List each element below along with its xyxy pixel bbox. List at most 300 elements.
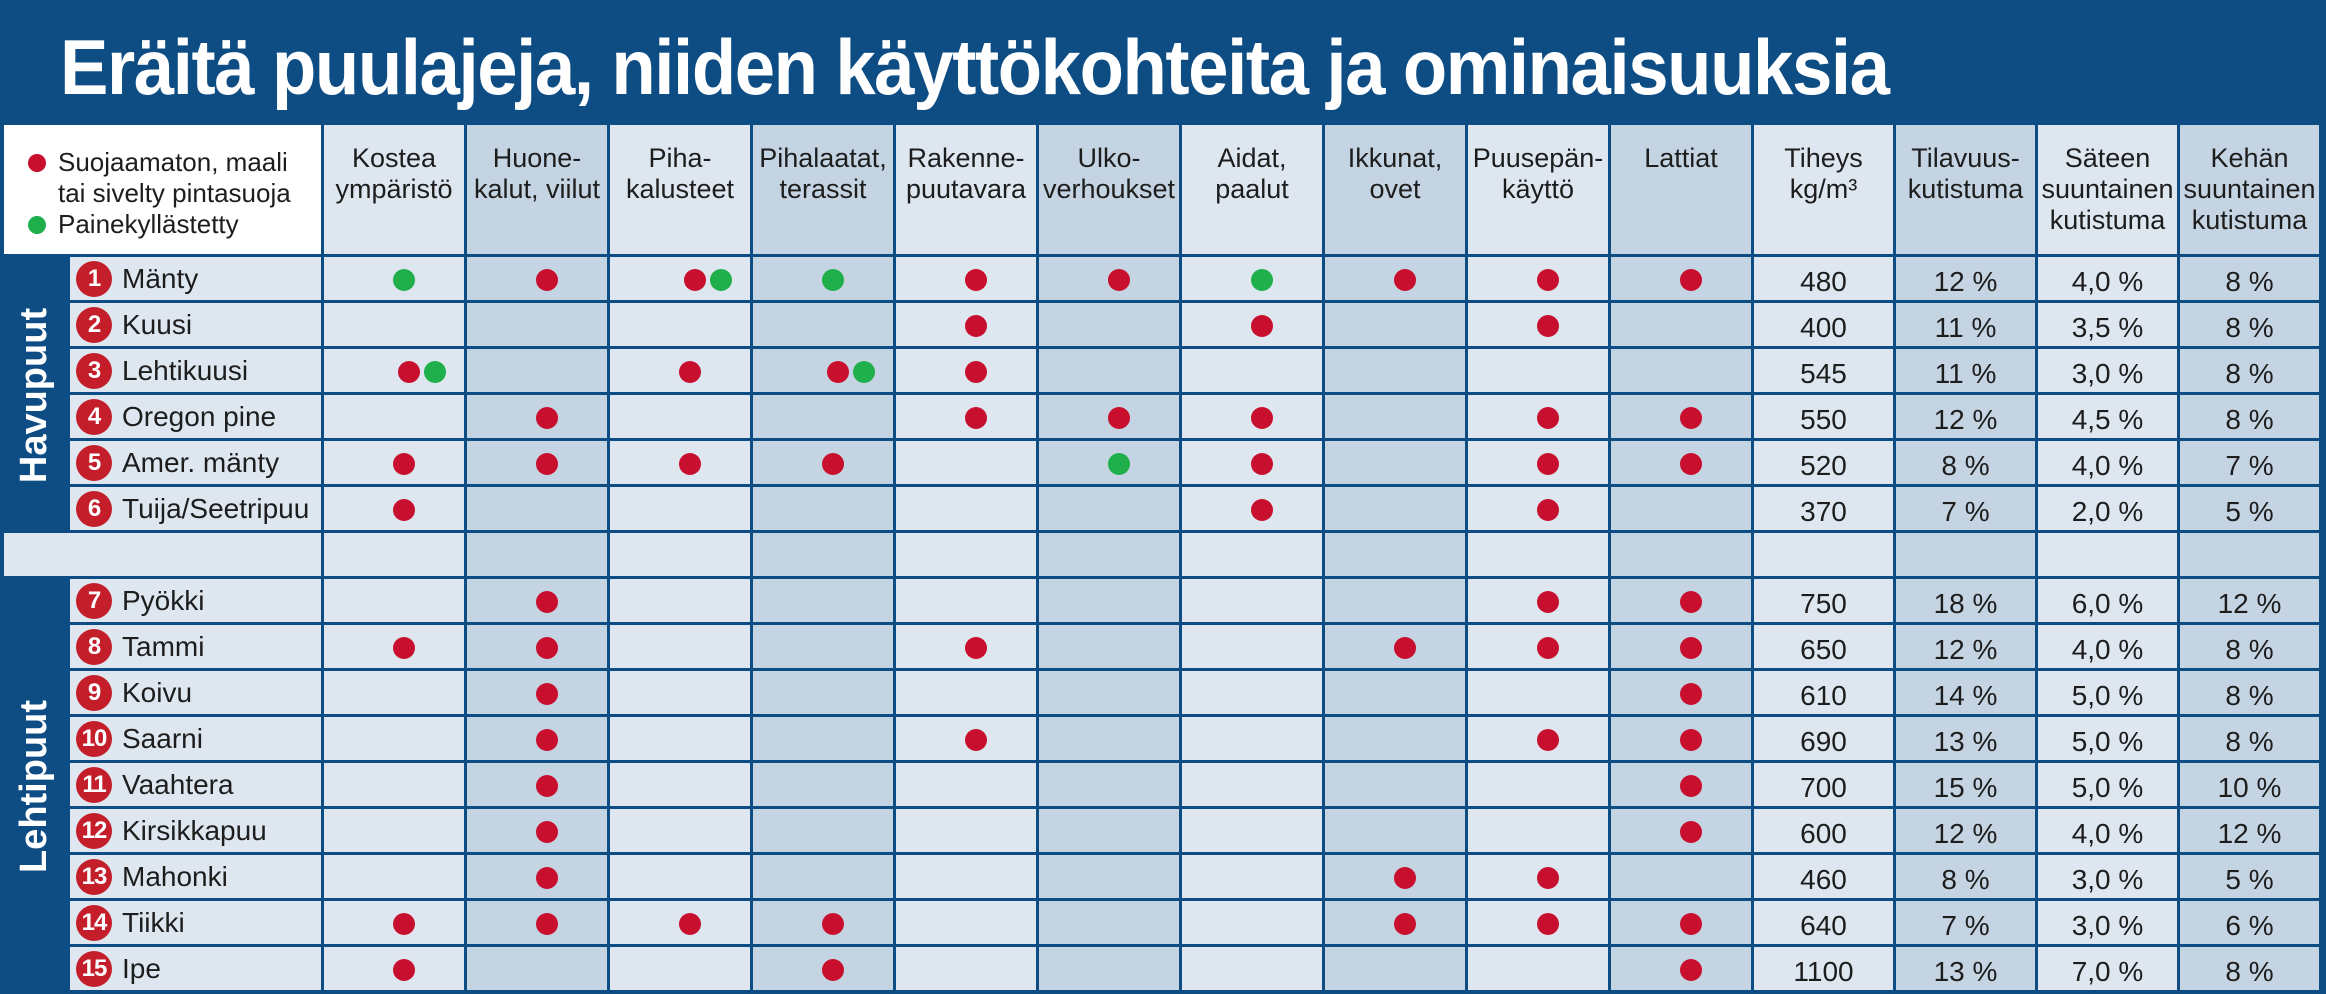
group-spacer-cell <box>1468 533 1608 576</box>
use-cell <box>1039 717 1179 760</box>
use-cell <box>1182 579 1322 622</box>
group-spacer-cell <box>610 533 750 576</box>
red-dot-icon <box>1537 315 1559 337</box>
use-cell <box>1468 349 1608 392</box>
red-dot-icon <box>1251 499 1273 521</box>
red-dot-icon <box>1680 591 1702 613</box>
page-title: Eräitä puulajeja, niiden käyttökohteita ja ominaisuuksia <box>60 23 1889 111</box>
value-volumetric: 12 % <box>1896 395 2035 438</box>
use-cell <box>1611 947 1751 990</box>
red-dot-icon <box>1680 959 1702 981</box>
value-radial: 4,0 % <box>2038 809 2177 852</box>
use-cell <box>753 947 893 990</box>
use-cell <box>610 717 750 760</box>
species-name-cell <box>70 625 321 668</box>
group-label-text: Havupuut <box>13 307 56 483</box>
group-spacer-cell <box>1754 533 1893 576</box>
use-cell <box>467 349 607 392</box>
value-density: 400 <box>1754 303 1893 346</box>
use-cell <box>324 809 464 852</box>
legend-item-green <box>28 209 321 240</box>
value-volumetric: 18 % <box>1896 579 2035 622</box>
use-cell <box>467 441 607 484</box>
value-density: 460 <box>1754 855 1893 898</box>
species-name-cell <box>70 349 321 392</box>
use-cell <box>896 349 1036 392</box>
value-density: 520 <box>1754 441 1893 484</box>
value-tangential: 8 % <box>2180 625 2319 668</box>
value-tangential: 12 % <box>2180 809 2319 852</box>
use-cell <box>1611 671 1751 714</box>
value-tangential: 8 % <box>2180 303 2319 346</box>
red-dot-icon <box>1537 499 1559 521</box>
value-volumetric: 11 % <box>1896 349 2035 392</box>
value-tangential: 6 % <box>2180 901 2319 944</box>
red-dot-icon <box>28 154 46 172</box>
use-cell <box>896 809 1036 852</box>
use-cell <box>753 809 893 852</box>
use-cell <box>1325 671 1465 714</box>
value-radial: 5,0 % <box>2038 671 2177 714</box>
column-header: Ulko- verhoukset <box>1039 125 1179 254</box>
green-dot-icon <box>424 361 446 383</box>
value-volumetric: 7 % <box>1896 487 2035 530</box>
value-density: 750 <box>1754 579 1893 622</box>
species-name: Tuija/Seetripuu <box>122 492 310 524</box>
use-cell <box>896 947 1036 990</box>
use-cell <box>610 579 750 622</box>
use-cell <box>896 303 1036 346</box>
column-header: Kehän suuntainen kutistuma <box>2180 125 2319 254</box>
use-cell <box>467 487 607 530</box>
use-cell <box>753 625 893 668</box>
green-dot-icon <box>710 269 732 291</box>
red-dot-icon <box>965 729 987 751</box>
use-cell <box>324 625 464 668</box>
value-radial: 4,0 % <box>2038 257 2177 300</box>
group-spacer-cell <box>324 533 464 576</box>
species-name-cell <box>70 579 321 622</box>
red-dot-icon <box>1537 637 1559 659</box>
use-cell <box>1182 947 1322 990</box>
value-radial: 5,0 % <box>2038 763 2177 806</box>
use-cell <box>610 901 750 944</box>
column-header: Tilavuus- kutistuma <box>1896 125 2035 254</box>
value-density: 650 <box>1754 625 1893 668</box>
use-cell <box>896 487 1036 530</box>
use-cell <box>324 487 464 530</box>
row-number-badge: 5 <box>76 445 112 481</box>
use-cell <box>467 947 607 990</box>
red-dot-icon <box>684 269 706 291</box>
red-dot-icon <box>1680 775 1702 797</box>
value-radial: 4,0 % <box>2038 625 2177 668</box>
use-cell <box>324 349 464 392</box>
use-cell <box>896 763 1036 806</box>
use-cell <box>1468 395 1608 438</box>
group-label <box>0 257 70 533</box>
column-header: Puusepän- käyttö <box>1468 125 1608 254</box>
value-volumetric: 15 % <box>1896 763 2035 806</box>
value-volumetric: 7 % <box>1896 901 2035 944</box>
use-cell <box>1182 625 1322 668</box>
use-cell <box>896 717 1036 760</box>
use-cell <box>324 671 464 714</box>
row-number-badge: 9 <box>76 675 112 711</box>
red-dot-icon <box>822 913 844 935</box>
green-dot-icon <box>822 269 844 291</box>
value-density: 690 <box>1754 717 1893 760</box>
use-cell <box>753 257 893 300</box>
row-number-badge: 11 <box>76 767 112 803</box>
column-header: Piha- kalusteet <box>610 125 750 254</box>
group-spacer-cell <box>1325 533 1465 576</box>
use-cell <box>1611 855 1751 898</box>
row-number-badge: 15 <box>76 951 112 987</box>
use-cell <box>1039 579 1179 622</box>
use-cell <box>1182 809 1322 852</box>
value-radial: 3,0 % <box>2038 855 2177 898</box>
species-name-cell <box>70 855 321 898</box>
use-cell <box>1325 395 1465 438</box>
value-tangential: 10 % <box>2180 763 2319 806</box>
value-tangential: 7 % <box>2180 441 2319 484</box>
red-dot-icon <box>536 867 558 889</box>
use-cell <box>1039 671 1179 714</box>
use-cell <box>1468 625 1608 668</box>
value-radial: 6,0 % <box>2038 579 2177 622</box>
use-cell <box>610 441 750 484</box>
species-name: Mänty <box>122 262 199 294</box>
species-name-cell <box>70 717 321 760</box>
use-cell <box>1325 809 1465 852</box>
value-volumetric: 13 % <box>1896 717 2035 760</box>
use-cell <box>1325 303 1465 346</box>
use-cell <box>1182 763 1322 806</box>
legend-label: Suojaamaton, maali tai sivelty pintasuoja <box>58 147 291 208</box>
row-number-badge: 2 <box>76 307 112 343</box>
use-cell <box>1039 303 1179 346</box>
column-header: Pihalaatat, terassit <box>753 125 893 254</box>
use-cell <box>1039 395 1179 438</box>
red-dot-icon <box>1537 269 1559 291</box>
use-cell <box>1611 257 1751 300</box>
red-dot-icon <box>822 453 844 475</box>
species-name: Amer. mänty <box>122 446 280 478</box>
use-cell <box>1182 671 1322 714</box>
group-spacer-cell <box>753 533 893 576</box>
use-cell <box>1468 487 1608 530</box>
red-dot-icon <box>679 913 701 935</box>
red-dot-icon <box>393 499 415 521</box>
column-header: Aidat, paalut <box>1182 125 1322 254</box>
green-dot-icon <box>1251 269 1273 291</box>
red-dot-icon <box>965 361 987 383</box>
use-cell <box>1325 441 1465 484</box>
row-number-badge: 8 <box>76 629 112 665</box>
legend-item-red <box>28 147 321 209</box>
use-cell <box>1468 855 1608 898</box>
red-dot-icon <box>827 361 849 383</box>
red-dot-icon <box>1680 729 1702 751</box>
use-cell <box>1182 395 1322 438</box>
use-cell <box>1325 257 1465 300</box>
use-cell <box>1325 579 1465 622</box>
species-name: Kirsikkapuu <box>122 814 267 846</box>
species-name-cell <box>70 671 321 714</box>
group-spacer-cell <box>1611 533 1751 576</box>
use-cell <box>324 901 464 944</box>
value-density: 370 <box>1754 487 1893 530</box>
use-cell <box>1611 625 1751 668</box>
use-cell <box>610 303 750 346</box>
use-cell <box>1611 763 1751 806</box>
red-dot-icon <box>679 453 701 475</box>
use-cell <box>896 257 1036 300</box>
red-dot-icon <box>393 453 415 475</box>
use-cell <box>324 257 464 300</box>
use-cell <box>610 349 750 392</box>
red-dot-icon <box>1537 867 1559 889</box>
red-dot-icon <box>1394 867 1416 889</box>
row-number-badge: 4 <box>76 399 112 435</box>
value-density: 1100 <box>1754 947 1893 990</box>
use-cell <box>1039 901 1179 944</box>
use-cell <box>1468 763 1608 806</box>
value-density: 600 <box>1754 809 1893 852</box>
use-cell <box>1325 901 1465 944</box>
red-dot-icon <box>393 913 415 935</box>
green-dot-icon <box>28 216 46 234</box>
use-cell <box>1325 625 1465 668</box>
use-cell <box>1039 625 1179 668</box>
value-volumetric: 12 % <box>1896 809 2035 852</box>
use-cell <box>1039 487 1179 530</box>
row-number-badge: 1 <box>76 261 112 297</box>
species-name: Pyökki <box>122 584 205 616</box>
red-dot-icon <box>1537 591 1559 613</box>
value-radial: 3,0 % <box>2038 349 2177 392</box>
use-cell <box>1468 257 1608 300</box>
use-cell <box>753 303 893 346</box>
species-name: Vaahtera <box>122 768 234 800</box>
use-cell <box>1468 441 1608 484</box>
group-spacer-cell <box>1182 533 1322 576</box>
use-cell <box>610 671 750 714</box>
use-cell <box>467 303 607 346</box>
use-cell <box>610 809 750 852</box>
value-radial: 3,0 % <box>2038 901 2177 944</box>
value-volumetric: 8 % <box>1896 441 2035 484</box>
group-label <box>0 579 70 993</box>
value-tangential: 8 % <box>2180 947 2319 990</box>
use-cell <box>1325 763 1465 806</box>
red-dot-icon <box>1251 315 1273 337</box>
species-name: Koivu <box>122 676 193 708</box>
value-volumetric: 12 % <box>1896 257 2035 300</box>
use-cell <box>1039 441 1179 484</box>
value-volumetric: 8 % <box>1896 855 2035 898</box>
red-dot-icon <box>536 453 558 475</box>
use-cell <box>896 855 1036 898</box>
use-cell <box>896 579 1036 622</box>
red-dot-icon <box>536 729 558 751</box>
use-cell <box>1039 257 1179 300</box>
species-name-cell <box>70 901 321 944</box>
column-header: Huone- kalut, viilut <box>467 125 607 254</box>
species-name-cell <box>70 809 321 852</box>
use-cell <box>324 855 464 898</box>
value-radial: 3,5 % <box>2038 303 2177 346</box>
use-cell <box>1182 855 1322 898</box>
value-tangential: 8 % <box>2180 257 2319 300</box>
red-dot-icon <box>965 637 987 659</box>
use-cell <box>467 395 607 438</box>
species-name-cell <box>70 947 321 990</box>
use-cell <box>1325 855 1465 898</box>
use-cell <box>753 349 893 392</box>
value-tangential: 12 % <box>2180 579 2319 622</box>
red-dot-icon <box>1537 407 1559 429</box>
use-cell <box>1611 901 1751 944</box>
red-dot-icon <box>1537 729 1559 751</box>
red-dot-icon <box>536 637 558 659</box>
species-name-cell <box>70 395 321 438</box>
red-dot-icon <box>393 637 415 659</box>
green-dot-icon <box>393 269 415 291</box>
red-dot-icon <box>822 959 844 981</box>
use-cell <box>1039 349 1179 392</box>
use-cell <box>1468 303 1608 346</box>
row-number-badge: 7 <box>76 583 112 619</box>
use-cell <box>753 671 893 714</box>
use-cell <box>467 809 607 852</box>
use-cell <box>1468 671 1608 714</box>
wood-species-table <box>0 125 2326 994</box>
value-volumetric: 13 % <box>1896 947 2035 990</box>
use-cell <box>1182 257 1322 300</box>
use-cell <box>467 901 607 944</box>
group-label-text: Lehtipuut <box>13 699 56 873</box>
legend <box>4 125 321 254</box>
use-cell <box>467 625 607 668</box>
use-cell <box>1611 717 1751 760</box>
use-cell <box>324 717 464 760</box>
use-cell <box>753 441 893 484</box>
red-dot-icon <box>965 315 987 337</box>
use-cell <box>467 257 607 300</box>
use-cell <box>1325 947 1465 990</box>
value-tangential: 8 % <box>2180 395 2319 438</box>
use-cell <box>467 763 607 806</box>
red-dot-icon <box>1537 913 1559 935</box>
use-cell <box>1039 763 1179 806</box>
use-cell <box>896 901 1036 944</box>
use-cell <box>610 763 750 806</box>
use-cell <box>1182 349 1322 392</box>
red-dot-icon <box>1537 453 1559 475</box>
use-cell <box>753 901 893 944</box>
species-name-cell <box>70 303 321 346</box>
value-density: 550 <box>1754 395 1893 438</box>
use-cell <box>1325 487 1465 530</box>
use-cell <box>896 671 1036 714</box>
value-density: 640 <box>1754 901 1893 944</box>
value-volumetric: 11 % <box>1896 303 2035 346</box>
use-cell <box>610 257 750 300</box>
use-cell <box>1611 487 1751 530</box>
use-cell <box>1182 717 1322 760</box>
species-name: Ipe <box>122 952 161 984</box>
species-name: Oregon pine <box>122 400 277 432</box>
value-tangential: 5 % <box>2180 855 2319 898</box>
red-dot-icon <box>1680 453 1702 475</box>
use-cell <box>1182 901 1322 944</box>
use-cell <box>1611 395 1751 438</box>
group-spacer-cell <box>467 533 607 576</box>
use-cell <box>324 303 464 346</box>
group-spacer-cell <box>1896 533 2035 576</box>
value-radial: 4,5 % <box>2038 395 2177 438</box>
red-dot-icon <box>536 407 558 429</box>
use-cell <box>610 395 750 438</box>
value-tangential: 5 % <box>2180 487 2319 530</box>
species-name-cell <box>70 487 321 530</box>
red-dot-icon <box>536 821 558 843</box>
value-tangential: 8 % <box>2180 349 2319 392</box>
species-name: Mahonki <box>122 860 228 892</box>
use-cell <box>467 855 607 898</box>
use-cell <box>1182 303 1322 346</box>
green-dot-icon <box>853 361 875 383</box>
value-radial: 5,0 % <box>2038 717 2177 760</box>
use-cell <box>1039 947 1179 990</box>
group-spacer-left <box>4 533 321 576</box>
column-header: Rakenne- puutavara <box>896 125 1036 254</box>
red-dot-icon <box>1680 407 1702 429</box>
use-cell <box>610 487 750 530</box>
use-cell <box>324 947 464 990</box>
red-dot-icon <box>1108 269 1130 291</box>
use-cell <box>1039 855 1179 898</box>
red-dot-icon <box>1680 637 1702 659</box>
red-dot-icon <box>536 591 558 613</box>
red-dot-icon <box>398 361 420 383</box>
use-cell <box>1611 579 1751 622</box>
use-cell <box>1468 717 1608 760</box>
use-cell <box>324 441 464 484</box>
red-dot-icon <box>1394 913 1416 935</box>
use-cell <box>753 717 893 760</box>
use-cell <box>324 395 464 438</box>
red-dot-icon <box>1680 683 1702 705</box>
use-cell <box>1468 579 1608 622</box>
value-tangential: 8 % <box>2180 717 2319 760</box>
use-cell <box>1182 487 1322 530</box>
red-dot-icon <box>1251 453 1273 475</box>
red-dot-icon <box>1108 407 1130 429</box>
species-name: Saarni <box>122 722 203 754</box>
use-cell <box>1468 947 1608 990</box>
value-volumetric: 12 % <box>1896 625 2035 668</box>
species-name: Tiikki <box>122 906 185 938</box>
value-radial: 7,0 % <box>2038 947 2177 990</box>
red-dot-icon <box>1680 269 1702 291</box>
group-spacer-cell <box>2180 533 2319 576</box>
use-cell <box>1611 441 1751 484</box>
red-dot-icon <box>965 407 987 429</box>
row-number-badge: 13 <box>76 859 112 895</box>
